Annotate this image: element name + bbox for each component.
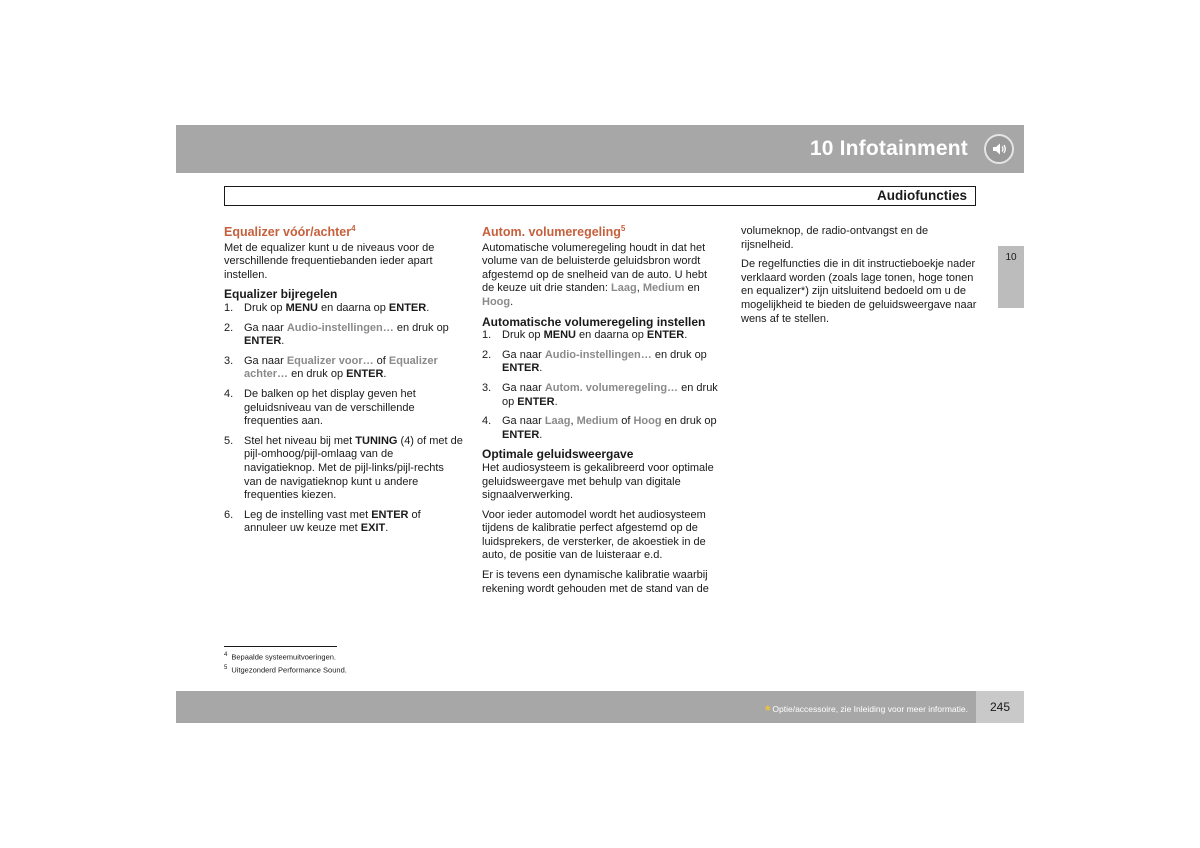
page-footer <box>176 691 1024 723</box>
chapter-side-tab <box>998 246 1024 308</box>
volume-intro: Automatische volumeregeling houdt in dat het volume van de beluisterde geluidsbron wordt afgestemd op de snelheid van de auto. U hebt de keuze uit drie standen: Laag, Medium en Hoog. <box>482 241 708 308</box>
column-1 <box>224 223 464 542</box>
list-item: 5. Stel het niveau bij met TUNING (4) of met de pijl-omhoog/pijl-omlaag van de navigatieknop. Met de pijl-links/pijl-rechts van de navigatieknop kunt u andere frequenties kiezen. <box>224 434 463 502</box>
continued-paragraph: volumeknop, de radio-ontvangst en de rijsnelheid. <box>741 225 929 251</box>
speaker-icon <box>984 134 1014 164</box>
section-header <box>224 186 976 206</box>
page-number-box <box>976 691 1024 723</box>
sound-paragraph-1: Het audiosysteem is gekalibreerd voor optimale geluidsweergave met behulp van digitale signaalverwerking. <box>482 461 714 502</box>
sound-paragraph-3: Er is tevens een dynamische kalibratie waarbij rekening wordt gehouden met de stand van de <box>482 569 709 595</box>
list-item: 1. Druk op MENU en daarna op ENTER. <box>224 301 430 314</box>
list-item: 3. Ga naar Equalizer voor… of Equalizer achter… en druk op ENTER. <box>224 354 438 381</box>
equalizer-steps <box>224 302 464 536</box>
volume-steps <box>482 329 722 442</box>
footnote-5: $^5$ Uitgezonderd Performance Sound. <box>224 664 347 674</box>
page-number: 245 <box>989 700 1011 714</box>
control-functions-paragraph: De regelfuncties die in dit instructieboekje nader verklaard worden (zoals lage tonen, hoge tonen en equalizer*) zijn uitsluitend bedoeld om u de mogelijkheid te bieden de geluidsweergave naar wens af te stellen. <box>741 258 977 325</box>
footnotes <box>224 650 347 675</box>
footer-note: * Optie/accessoire, zie Inleiding voor meer informatie. <box>764 702 968 718</box>
column-2 <box>482 223 722 602</box>
chapter-title: 10 Infotainment <box>809 137 968 160</box>
side-tab-label: 10 <box>1005 252 1017 263</box>
equalizer-heading: Equalizer vóór/achter$^4$ <box>224 223 356 239</box>
sound-paragraph-2: Voor ieder automodel wordt het audiosysteem tijdens de kalibratie perfect afgestemd op de luidsprekers, de versterker, de akoestiek in de auto, de positie van de luisteraar e.d. <box>482 508 706 562</box>
volume-heading: Autom. volumeregeling$^5$ <box>482 223 626 239</box>
column-3 <box>741 225 981 332</box>
section-title: Audiofuncties <box>877 188 967 203</box>
list-item: 2. Ga naar Audio-instellingen… en druk op ENTER. <box>482 348 707 375</box>
equalizer-subheading: Equalizer bijregelen <box>224 287 338 302</box>
list-item: 6. Leg de instelling vast met ENTER of annuleer uw keuze met EXIT. <box>224 508 421 535</box>
footnote-4: $^4$ Bepaalde systeemuitvoeringen. <box>224 652 336 662</box>
volume-subheading: Automatische volumeregeling instellen <box>482 314 706 329</box>
list-item: 1. Druk op MENU en daarna op ENTER. <box>482 329 688 342</box>
chapter-header <box>176 125 1024 173</box>
list-item: 4. Ga naar Laag, Medium of Hoog en druk op ENTER. <box>482 415 717 441</box>
list-item: 4. De balken op het display geven het geluidsniveau van de verschillende frequenties aan. <box>224 387 416 428</box>
footnote-ref-5: 5 <box>620 223 626 233</box>
footnote-ref-4: 4 <box>351 223 356 233</box>
equalizer-intro: Met de equalizer kunt u de niveaus voor de verschillende frequentiebanden ieder apart instellen. <box>224 241 435 281</box>
asterisk-icon: * <box>764 702 771 718</box>
list-item: 2. Ga naar Audio-instellingen… en druk op ENTER. <box>224 321 449 348</box>
footnote-divider <box>224 646 337 647</box>
list-item: 3. Ga naar Autom. volumeregeling… en druk op ENTER. <box>482 381 718 408</box>
sound-subheading: Optimale geluidsweergave <box>482 447 634 462</box>
